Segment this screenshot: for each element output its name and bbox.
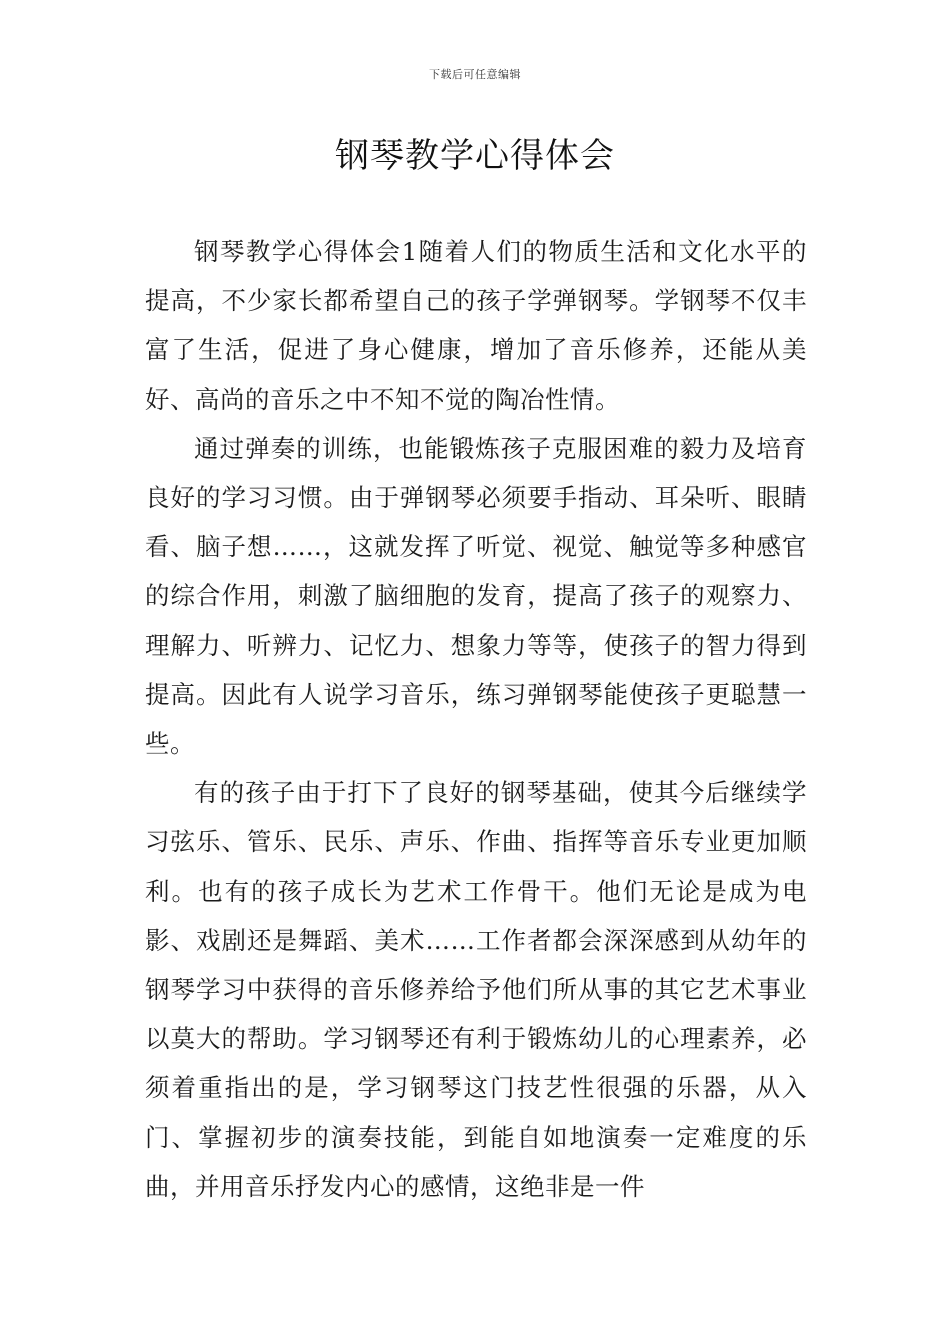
paragraph-1: 钢琴教学心得体会1随着人们的物质生活和文化水平的提高，不少家长都希望自己的孩子学弹钢琴。学钢琴不仅丰富了生活，促进了身心健康，增加了音乐修养，还能从美好、高尚的音乐之中不知不觉的陶冶性情。 <box>145 237 807 414</box>
header-note: 下载后可任意编辑 <box>429 68 521 81</box>
paragraph-2: 通过弹奏的训练，也能锻炼孩子克服困难的毅力及培育良好的学习习惯。由于弹钢琴必须要手指动、耳朵听、眼睛看、脑子想……，这就发挥了听觉、视觉、触觉等多种感官的综合作用，刺激了脑细胞的发育，提高了孩子的观察力、理解力、听辨力、记忆力、想象力等等，使孩子的智力得到提高。因此有人说学习音乐，练习弹钢琴能使孩子更聪慧一些。 <box>145 433 807 759</box>
document-body <box>145 227 807 1211</box>
paragraph-3: 有的孩子由于打下了良好的钢琴基础，使其今后继续学习弦乐、管乐、民乐、声乐、作曲、指挥等音乐专业更加顺利。也有的孩子成长为艺术工作骨干。他们无论是成为电影、戏剧还是舞蹈、美术……工作者都会深深感到从幼年的钢琴学习中获得的音乐修养给予他们所从事的其它艺术事业以莫大的帮助。学习钢琴还有利于锻炼幼儿的心理素养，必须着重指出的是，学习钢琴这门技艺性很强的乐器，从入门、掌握初步的演奏技能，到能自如地演奏一定难度的乐曲，并用音乐抒发内心的感情，这绝非是一件 <box>145 778 807 1201</box>
document-title: 钢琴教学心得体会 <box>335 136 615 176</box>
